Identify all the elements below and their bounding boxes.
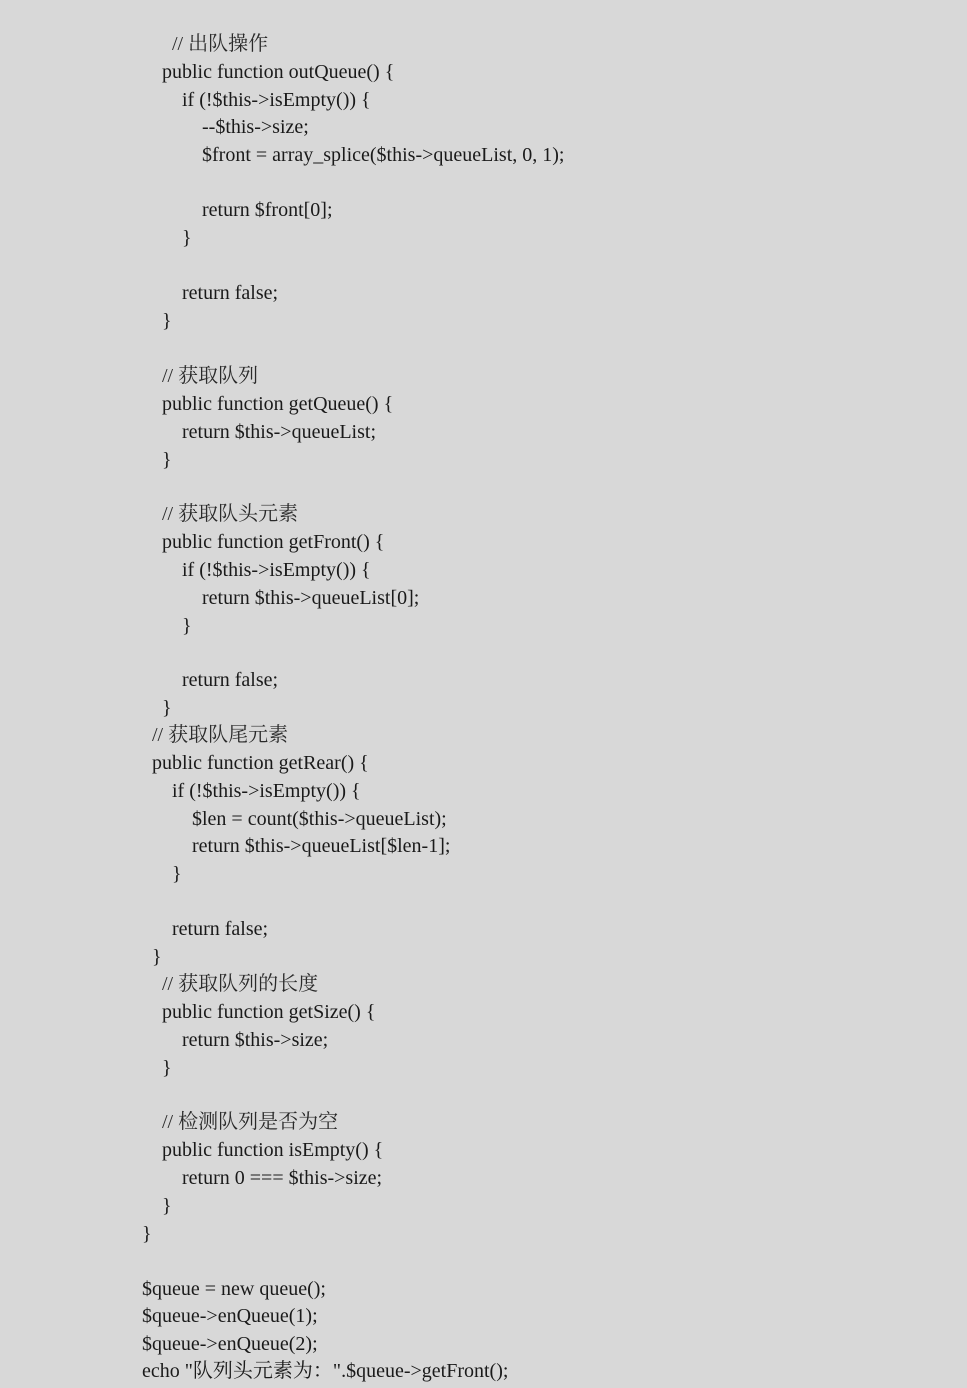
code-line-25: return $this->queueList[$len-1]; bbox=[192, 835, 451, 857]
code-line-22: public function getRear() { bbox=[152, 752, 369, 774]
code-line-17: return $this->queueList[0]; bbox=[202, 587, 420, 609]
code-line-32: } bbox=[162, 1057, 172, 1079]
code-line-37: } bbox=[142, 1223, 152, 1245]
code-line-27: return false; bbox=[172, 918, 269, 940]
code-line-5: $front = array_splice($this->queueList, 0, 1); bbox=[202, 144, 565, 166]
code-line-4: --$this->size; bbox=[202, 116, 309, 138]
code-line-3: if (!$this->isEmpty()) { bbox=[182, 89, 371, 111]
code-line-10: // 获取队列 bbox=[162, 365, 259, 387]
code-line-16: if (!$this->isEmpty()) { bbox=[182, 559, 371, 581]
code-line-14: // 获取队头元素 bbox=[162, 503, 299, 525]
code-line-28: } bbox=[152, 946, 162, 968]
code-line-11: public function getQueue() { bbox=[162, 393, 394, 415]
code-line-20: } bbox=[162, 697, 172, 719]
code-line-38: $queue = new queue(); bbox=[142, 1278, 326, 1300]
code-line-9: } bbox=[162, 310, 172, 332]
code-line-26: } bbox=[172, 863, 182, 885]
code-line-41: echo "队列头元素为：".$queue->getFront(); bbox=[142, 1360, 509, 1382]
code-line-21: // 获取队尾元素 bbox=[152, 724, 289, 746]
code-line-7: } bbox=[182, 227, 192, 249]
code-line-33: // 检测队列是否为空 bbox=[162, 1111, 339, 1133]
code-line-6: return $front[0]; bbox=[202, 199, 333, 221]
code-line-13: } bbox=[162, 449, 172, 471]
code-line-29: // 获取队列的长度 bbox=[162, 973, 319, 995]
code-line-39: $queue->enQueue(1); bbox=[142, 1305, 318, 1327]
code-line-12: return $this->queueList; bbox=[182, 421, 377, 443]
code-line-18: } bbox=[182, 615, 192, 637]
code-line-23: if (!$this->isEmpty()) { bbox=[172, 780, 361, 802]
code-line-36: } bbox=[162, 1195, 172, 1217]
code-line-30: public function getSize() { bbox=[162, 1001, 376, 1023]
code-line-35: return 0 === $this->size; bbox=[182, 1167, 383, 1189]
code-line-40: $queue->enQueue(2); bbox=[142, 1333, 318, 1355]
code-line-8: return false; bbox=[182, 282, 279, 304]
code-line-34: public function isEmpty() { bbox=[162, 1139, 384, 1161]
code-line-24: $len = count($this->queueList); bbox=[192, 808, 447, 830]
code-line-1: // 出队操作 bbox=[172, 33, 269, 55]
code-line-19: return false; bbox=[182, 669, 279, 691]
code-line-15: public function getFront() { bbox=[162, 531, 385, 553]
code-line-31: return $this->size; bbox=[182, 1029, 329, 1051]
code-line-2: public function outQueue() { bbox=[162, 61, 395, 83]
